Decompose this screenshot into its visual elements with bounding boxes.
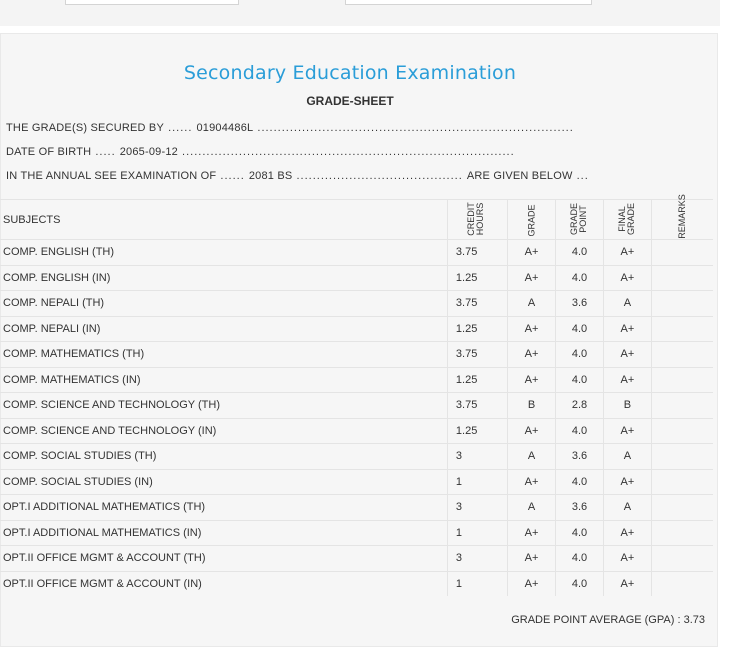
credit-hours-cell: 3 bbox=[447, 495, 507, 521]
table-row bbox=[0, 418, 713, 444]
header-remarks: REMARKS bbox=[651, 200, 713, 240]
table-row bbox=[0, 265, 713, 291]
header-subjects: SUBJECTS bbox=[0, 200, 447, 240]
subject-cell: COMP. SOCIAL STUDIES (TH) bbox=[0, 444, 447, 470]
exam-title: Secondary Education Examination bbox=[183, 62, 517, 84]
gpa-label: GRADE POINT AVERAGE (GPA) : bbox=[511, 614, 681, 626]
final-grade-cell: A+ bbox=[604, 469, 651, 495]
credit-hours-cell: 3.75 bbox=[447, 393, 507, 419]
grade-cell: A+ bbox=[508, 546, 555, 572]
grade-point-cell: 4.0 bbox=[555, 265, 603, 291]
table-row bbox=[0, 367, 713, 393]
grade-cell: A+ bbox=[508, 418, 555, 444]
grade-sheet-title: GRADE-SHEET bbox=[306, 94, 394, 108]
remarks-cell bbox=[651, 495, 713, 521]
grade-point-cell: 3.6 bbox=[555, 444, 603, 470]
exam-label: IN THE ANNUAL SEE EXAMINATION OF bbox=[6, 170, 217, 182]
subject-cell: COMP. NEPALI (IN) bbox=[0, 316, 447, 342]
subject-cell: COMP. SOCIAL STUDIES (IN) bbox=[0, 469, 447, 495]
remarks-cell bbox=[651, 444, 713, 470]
grade-point-cell: 4.0 bbox=[555, 469, 603, 495]
remarks-cell bbox=[651, 520, 713, 546]
remarks-cell bbox=[651, 469, 713, 495]
credit-hours-cell: 3 bbox=[447, 444, 507, 470]
subject-cell: COMP. SCIENCE AND TECHNOLOGY (TH) bbox=[0, 393, 447, 419]
subject-cell: COMP. MATHEMATICS (TH) bbox=[0, 342, 447, 368]
grade-cell: A bbox=[508, 291, 555, 317]
secured-by-label: THE GRADE(S) SECURED BY bbox=[6, 122, 165, 134]
remarks-cell bbox=[651, 546, 713, 572]
table-row bbox=[0, 393, 713, 419]
final-grade-cell: A+ bbox=[604, 571, 651, 596]
credit-hours-cell: 1 bbox=[447, 469, 507, 495]
credit-hours-cell: 1.25 bbox=[447, 265, 507, 291]
subject-cell: COMP. NEPALI (TH) bbox=[0, 291, 447, 317]
grade-table bbox=[0, 193, 713, 596]
grade-cell: A+ bbox=[508, 367, 555, 393]
remarks-cell bbox=[651, 342, 713, 368]
subject-cell: OPT.I ADDITIONAL MATHEMATICS (IN) bbox=[0, 520, 447, 546]
header-credit-hours: CREDIT HOURS bbox=[447, 200, 507, 240]
credit-hours-cell: 1 bbox=[447, 571, 507, 596]
final-grade-cell: A+ bbox=[604, 367, 651, 393]
table-header-row bbox=[0, 200, 713, 240]
final-grade-cell: A+ bbox=[604, 342, 651, 368]
grade-point-cell: 3.6 bbox=[555, 291, 603, 317]
header-grade-point: GRADE POINT bbox=[555, 200, 603, 240]
table-row bbox=[0, 495, 713, 521]
header-grade: GRADE bbox=[508, 200, 555, 240]
grade-point-cell: 4.0 bbox=[555, 546, 603, 572]
symbol-number: 01904486L bbox=[196, 122, 254, 134]
table-row bbox=[0, 316, 713, 342]
credit-hours-cell: 1.25 bbox=[447, 367, 507, 393]
credit-hours-cell: 1 bbox=[447, 520, 507, 546]
final-grade-cell: A+ bbox=[604, 418, 651, 444]
grade-point-cell: 4.0 bbox=[555, 240, 603, 266]
final-grade-cell: A+ bbox=[604, 265, 651, 291]
grade-cell: A+ bbox=[508, 240, 555, 266]
credit-hours-cell: 3.75 bbox=[447, 240, 507, 266]
grade-cell: A+ bbox=[508, 520, 555, 546]
grade-point-cell: 4.0 bbox=[555, 367, 603, 393]
remarks-cell bbox=[651, 316, 713, 342]
subject-cell: COMP. MATHEMATICS (IN) bbox=[0, 367, 447, 393]
table-row bbox=[0, 444, 713, 470]
credit-hours-cell: 3.75 bbox=[447, 291, 507, 317]
final-grade-cell: B bbox=[604, 393, 651, 419]
table-row bbox=[0, 342, 713, 368]
grade-point-cell: 2.8 bbox=[555, 393, 603, 419]
exam-year: 2081 BS bbox=[248, 170, 293, 182]
top-toolbar-strip bbox=[0, 0, 720, 26]
gpa-summary bbox=[511, 614, 705, 626]
table-row bbox=[0, 469, 713, 495]
grade-point-cell: 4.0 bbox=[555, 571, 603, 596]
grade-point-cell: 4.0 bbox=[555, 418, 603, 444]
grade-cell: A+ bbox=[508, 316, 555, 342]
subject-cell: OPT.II OFFICE MGMT & ACCOUNT (TH) bbox=[0, 546, 447, 572]
top-input-right[interactable] bbox=[345, 0, 592, 5]
remarks-cell bbox=[651, 265, 713, 291]
grade-cell: A+ bbox=[508, 342, 555, 368]
table-row bbox=[0, 571, 713, 596]
subject-cell: COMP. ENGLISH (TH) bbox=[0, 240, 447, 266]
exam-line: IN THE ANNUAL SEE EXAMINATION OF ...... 2081 BS ......................................... ARE GIVEN BELOW ... bbox=[6, 170, 589, 182]
subject-cell: OPT.I ADDITIONAL MATHEMATICS (TH) bbox=[0, 495, 447, 521]
remarks-cell bbox=[651, 418, 713, 444]
secured-by-line: THE GRADE(S) SECURED BY ...... 01904486L .............................................................................. bbox=[6, 122, 574, 134]
remarks-cell bbox=[651, 291, 713, 317]
grade-cell: A bbox=[508, 444, 555, 470]
credit-hours-cell: 3.75 bbox=[447, 342, 507, 368]
table-row bbox=[0, 520, 713, 546]
final-grade-cell: A+ bbox=[604, 546, 651, 572]
final-grade-cell: A bbox=[604, 444, 651, 470]
subject-cell: COMP. ENGLISH (IN) bbox=[0, 265, 447, 291]
grade-point-cell: 4.0 bbox=[555, 316, 603, 342]
remarks-cell bbox=[651, 367, 713, 393]
remarks-cell bbox=[651, 393, 713, 419]
grade-cell: B bbox=[508, 393, 555, 419]
remarks-cell bbox=[651, 240, 713, 266]
final-grade-cell: A bbox=[604, 495, 651, 521]
subject-cell: OPT.II OFFICE MGMT & ACCOUNT (IN) bbox=[0, 571, 447, 596]
final-grade-cell: A bbox=[604, 291, 651, 317]
final-grade-cell: A+ bbox=[604, 316, 651, 342]
table-row bbox=[0, 240, 713, 266]
grade-point-cell: 4.0 bbox=[555, 342, 603, 368]
table-row bbox=[0, 291, 713, 317]
date-of-birth: 2065-09-12 bbox=[119, 146, 178, 158]
header-final-grade: FINAL GRADE bbox=[604, 200, 651, 240]
grade-cell: A+ bbox=[508, 469, 555, 495]
dob-label: DATE OF BIRTH bbox=[6, 146, 92, 158]
grade-cell: A+ bbox=[508, 265, 555, 291]
credit-hours-cell: 1.25 bbox=[447, 316, 507, 342]
credit-hours-cell: 1.25 bbox=[447, 418, 507, 444]
dob-line: DATE OF BIRTH ..... 2065-09-12 .................................................................................. bbox=[6, 146, 515, 158]
grade-cell: A+ bbox=[508, 571, 555, 596]
grade-cell: A bbox=[508, 495, 555, 521]
grade-point-cell: 3.6 bbox=[555, 495, 603, 521]
remarks-cell bbox=[651, 571, 713, 596]
given-below-text: ARE GIVEN BELOW bbox=[466, 170, 573, 182]
credit-hours-cell: 3 bbox=[447, 546, 507, 572]
subject-cell: COMP. SCIENCE AND TECHNOLOGY (IN) bbox=[0, 418, 447, 444]
final-grade-cell: A+ bbox=[604, 240, 651, 266]
gpa-value: 3.73 bbox=[683, 614, 705, 626]
table-row bbox=[0, 546, 713, 572]
grade-point-cell: 4.0 bbox=[555, 520, 603, 546]
top-input-left[interactable] bbox=[65, 0, 239, 5]
final-grade-cell: A+ bbox=[604, 520, 651, 546]
